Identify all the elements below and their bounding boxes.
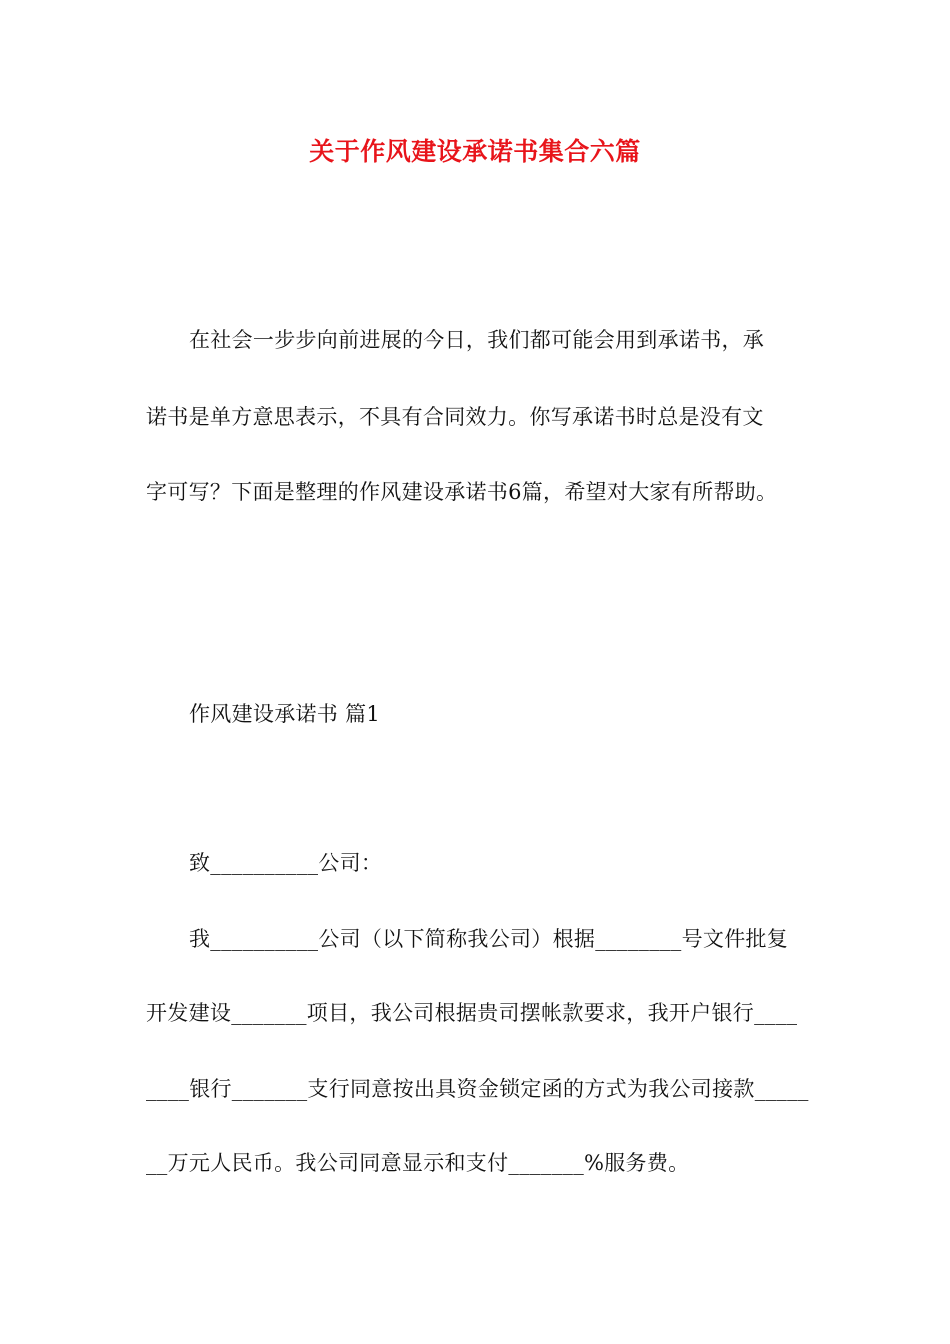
body-line-1: 我__________公司（以下简称我公司）根据________号文件批复 xyxy=(189,927,789,951)
body-line-3: ____银行_______支行同意按出具资金锁定函的方式为我公司接款_____ xyxy=(146,1077,809,1101)
intro-line-3: 字可写？下面是整理的作风建设承诺书6篇，希望对大家有所帮助。 xyxy=(146,480,778,504)
salutation: 致__________公司： xyxy=(189,851,383,875)
section-heading: 作风建设承诺书 篇1 xyxy=(189,702,381,726)
intro-line-2: 诺书是单方意思表示，不具有合同效力。你写承诺书时总是没有文 xyxy=(146,405,764,429)
intro-line-1: 在社会一步步向前进展的今日，我们都可能会用到承诺书，承 xyxy=(189,328,765,352)
document-title: 关于作风建设承诺书集合六篇 xyxy=(309,137,641,166)
body-line-2: 开发建设_______项目，我公司根据贵司摆帐款要求，我开户银行____ xyxy=(146,1001,798,1025)
body-line-4: __万元人民币。我公司同意显示和支付_______%服务费。 xyxy=(146,1151,690,1175)
